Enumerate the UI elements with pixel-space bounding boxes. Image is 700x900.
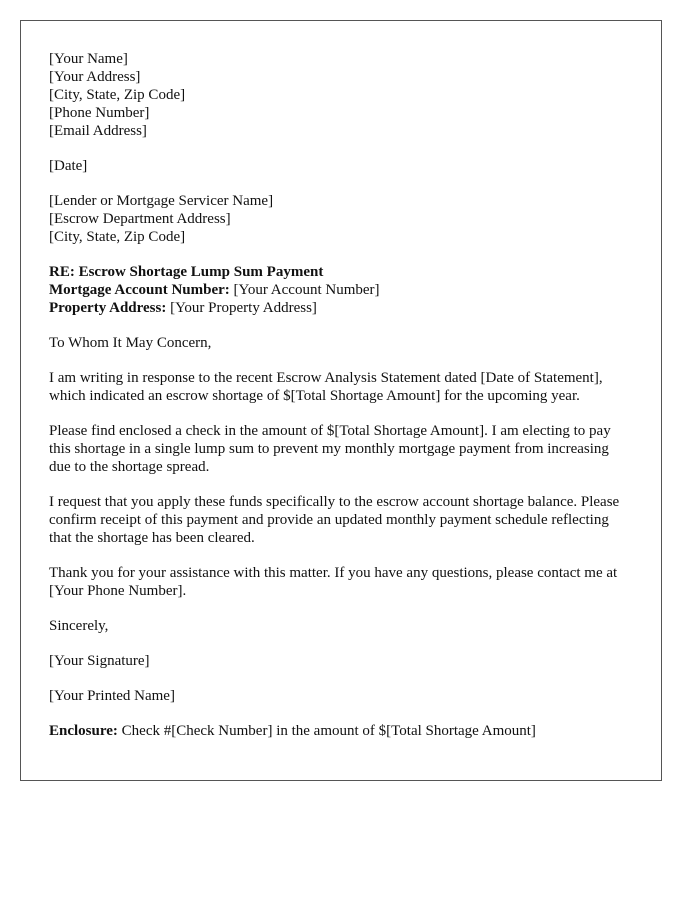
recipient-address: [Escrow Department Address] <box>49 211 231 227</box>
sender-email: [Email Address] <box>49 123 147 139</box>
property-address-line <box>49 299 634 317</box>
account-number-line <box>49 281 634 299</box>
property-value: [Your Property Address] <box>166 300 317 316</box>
body-paragraph: I request that you apply these funds specifically to the escrow account shortage balance. Please confirm receipt of this payment and provide an updated monthly payment schedule reflecting that the shortage has been cleared. <box>49 494 620 546</box>
sender-address: [Your Address] <box>49 69 141 85</box>
salutation: To Whom It May Concern, <box>49 335 212 351</box>
sender-block <box>49 50 634 140</box>
property-label: Property Address: <box>49 300 167 316</box>
enclosure-value: Check #[Check Number] in the amount of $[Total Shortage Amount] <box>117 723 536 739</box>
body-paragraph: Please find enclosed a check in the amount of $[Total Shortage Amount]. I am electing to pay this shortage in a single lump sum to prevent my monthly mortgage payment from increasing due to the shortage spread. <box>49 423 611 475</box>
signature: [Your Signature] <box>49 653 150 669</box>
sender-name: [Your Name] <box>49 51 128 67</box>
recipient-city: [City, State, Zip Code] <box>49 229 186 245</box>
closing: Sincerely, <box>49 618 109 634</box>
printed-name: [Your Printed Name] <box>49 688 175 704</box>
account-value: [Your Account Number] <box>229 282 380 298</box>
recipient-block <box>49 192 634 246</box>
letter-document <box>20 20 662 781</box>
account-label: Mortgage Account Number: <box>49 282 230 298</box>
sender-city: [City, State, Zip Code] <box>49 87 186 103</box>
subject-block <box>49 263 634 317</box>
body-paragraph: Thank you for your assistance with this matter. If you have any questions, please contact me at [Your Phone Number]. <box>49 565 618 599</box>
sender-phone: [Phone Number] <box>49 105 150 121</box>
recipient-name: [Lender or Mortgage Servicer Name] <box>49 193 274 209</box>
letter-date: [Date] <box>49 158 88 174</box>
body-paragraph: I am writing in response to the recent Escrow Analysis Statement dated [Date of Statement], which indicated an escrow shortage of $[Total Shortage Amount] for the upcoming year. <box>49 370 603 404</box>
enclosure-label: Enclosure: <box>49 723 118 739</box>
enclosure-line <box>49 722 634 740</box>
subject-re: RE: Escrow Shortage Lump Sum Payment <box>49 264 324 280</box>
